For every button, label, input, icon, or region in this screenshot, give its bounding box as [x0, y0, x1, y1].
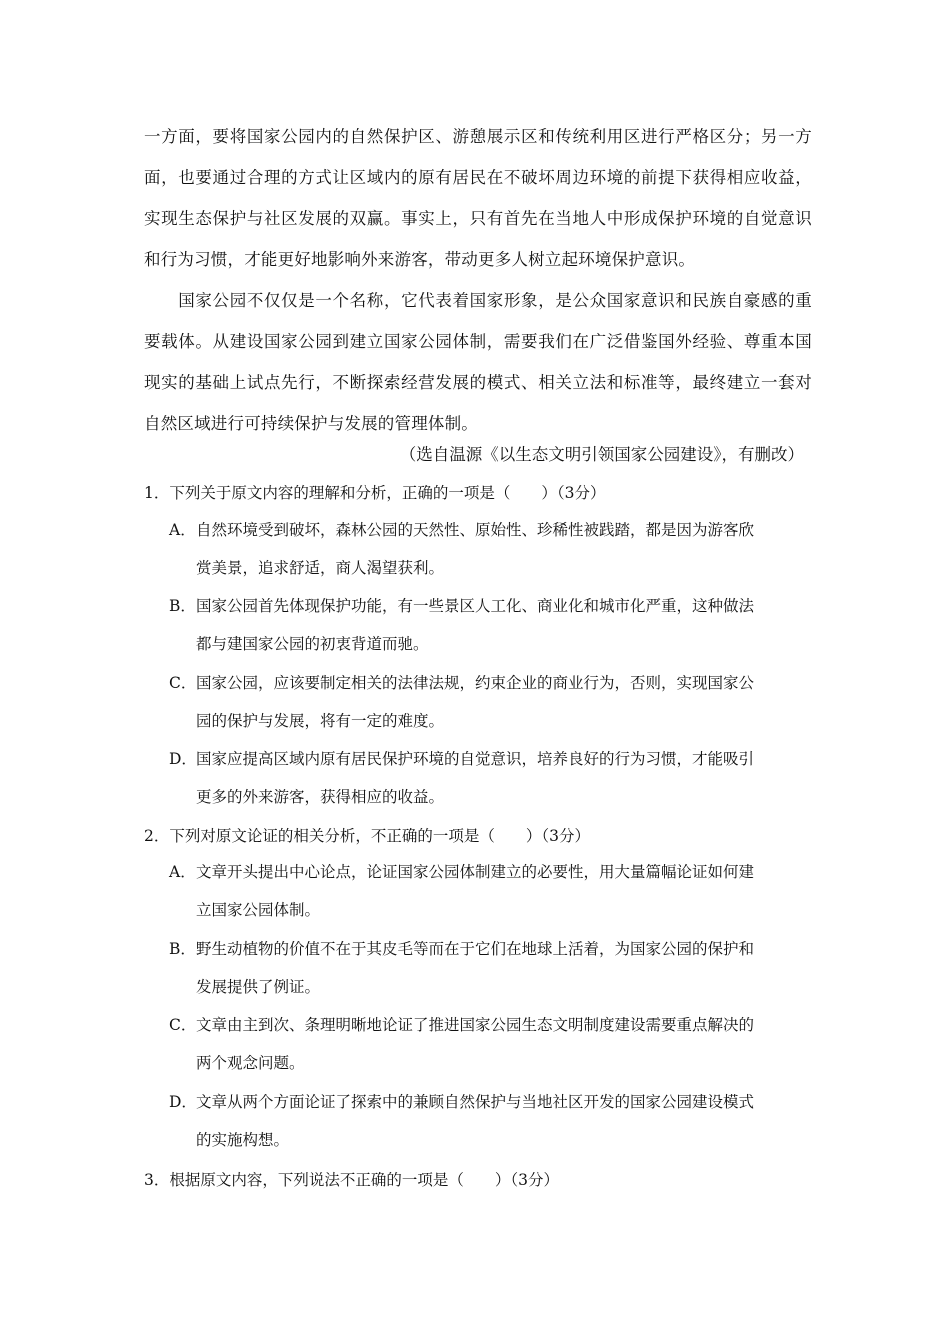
option-text: 文章从两个方面论证了探索中的兼顾自然保护与当地社区开发的国家公园建设模式	[196, 1093, 755, 1111]
paragraph-line: 国家公园不仅仅是一个名称，它代表着国家形象，是公众国家意识和民族自豪感的重	[144, 291, 812, 310]
option-text: 国家应提高区域内原有居民保护环境的自觉意识，培养良好的行为习惯，才能吸引	[196, 750, 755, 768]
question-2-option-a	[169, 853, 809, 929]
option-text: 国家公园，应该要制定相关的法律法规，约束企业的商业行为，否则，实现国家公	[196, 674, 755, 692]
option-letter: C．	[169, 674, 197, 692]
paragraph-line: 自然区域进行可持续保护与发展的管理体制。	[144, 414, 478, 433]
option-letter: C．	[169, 1016, 197, 1034]
option-text: 的实施构想。	[196, 1131, 290, 1149]
option-text: 更多的外来游客，获得相应的收益。	[196, 788, 445, 806]
question-2-stem: 2．下列对原文论证的相关分析，不正确的一项是（ ）（3分）	[144, 827, 590, 845]
question-2-option-d	[169, 1083, 809, 1159]
source-citation: （选自温源《以生态文明引领国家公园建设》，有删改）	[399, 445, 804, 464]
option-text: 国家公园首先体现保护功能，有一些景区人工化、商业化和城市化严重，这种做法	[196, 597, 755, 615]
option-text: 自然环境受到破坏，森林公园的天然性、原始性、珍稀性被践踏，都是因为游客欣	[196, 521, 755, 539]
paragraph-line: 面，也要通过合理的方式让区域内的原有居民在不破坏周边环境的前提下获得相应收益，	[144, 168, 812, 187]
question-1-option-b	[169, 587, 809, 663]
option-letter: D．	[169, 750, 197, 768]
option-text: 赏美景，追求舒适，商人渴望获利。	[196, 559, 445, 577]
question-1-option-a	[169, 511, 809, 587]
option-text: 文章开头提出中心论点，论证国家公园体制建立的必要性，用大量篇幅论证如何建	[196, 863, 755, 881]
question-2-option-b	[169, 930, 809, 1006]
paragraph-line: 和行为习惯，才能更好地影响外来游客，带动更多人树立起环境保护意识。	[144, 250, 696, 269]
option-text: 都与建国家公园的初衷背道而驰。	[196, 635, 429, 653]
option-text: 文章由主到次、条理明晰地论证了推进国家公园生态文明制度建设需要重点解决的	[196, 1016, 755, 1034]
question-1-stem: 1．下列关于原文内容的理解和分析，正确的一项是（ ）（3分）	[144, 484, 606, 502]
paragraph-line: 现实的基础上试点先行，不断探索经营发展的模式、相关立法和标准等，最终建立一套对	[144, 373, 812, 392]
option-letter: A．	[169, 863, 196, 881]
option-letter: D．	[169, 1093, 197, 1111]
option-text: 两个观念问题。	[196, 1054, 305, 1072]
option-letter: A．	[169, 521, 196, 539]
option-letter: B．	[169, 940, 196, 958]
option-text: 立国家公园体制。	[196, 901, 321, 919]
paragraph-line: 实现生态保护与社区发展的双赢。事实上，只有首先在当地人中形成保护环境的自觉意识	[144, 209, 812, 228]
question-3-stem: 3．根据原文内容，下列说法不正确的一项是（ ）（3分）	[144, 1171, 559, 1189]
option-text: 发展提供了例证。	[196, 978, 321, 996]
question-1-option-d	[169, 740, 809, 816]
passage-paragraph-1	[144, 116, 812, 280]
passage-paragraph-2	[144, 280, 812, 444]
paragraph-line: 一方面，要将国家公园内的自然保护区、游憩展示区和传统利用区进行严格区分；另一方	[144, 127, 812, 146]
option-text: 园的保护与发展，将有一定的难度。	[196, 712, 445, 730]
option-text: 野生动植物的价值不在于其皮毛等而在于它们在地球上活着，为国家公园的保护和	[196, 940, 755, 958]
question-2-option-c	[169, 1006, 809, 1082]
paragraph-line: 要载体。从建设国家公园到建立国家公园体制，需要我们在广泛借鉴国外经验、尊重本国	[144, 332, 812, 351]
option-letter: B．	[169, 597, 196, 615]
question-1-option-c	[169, 664, 809, 740]
